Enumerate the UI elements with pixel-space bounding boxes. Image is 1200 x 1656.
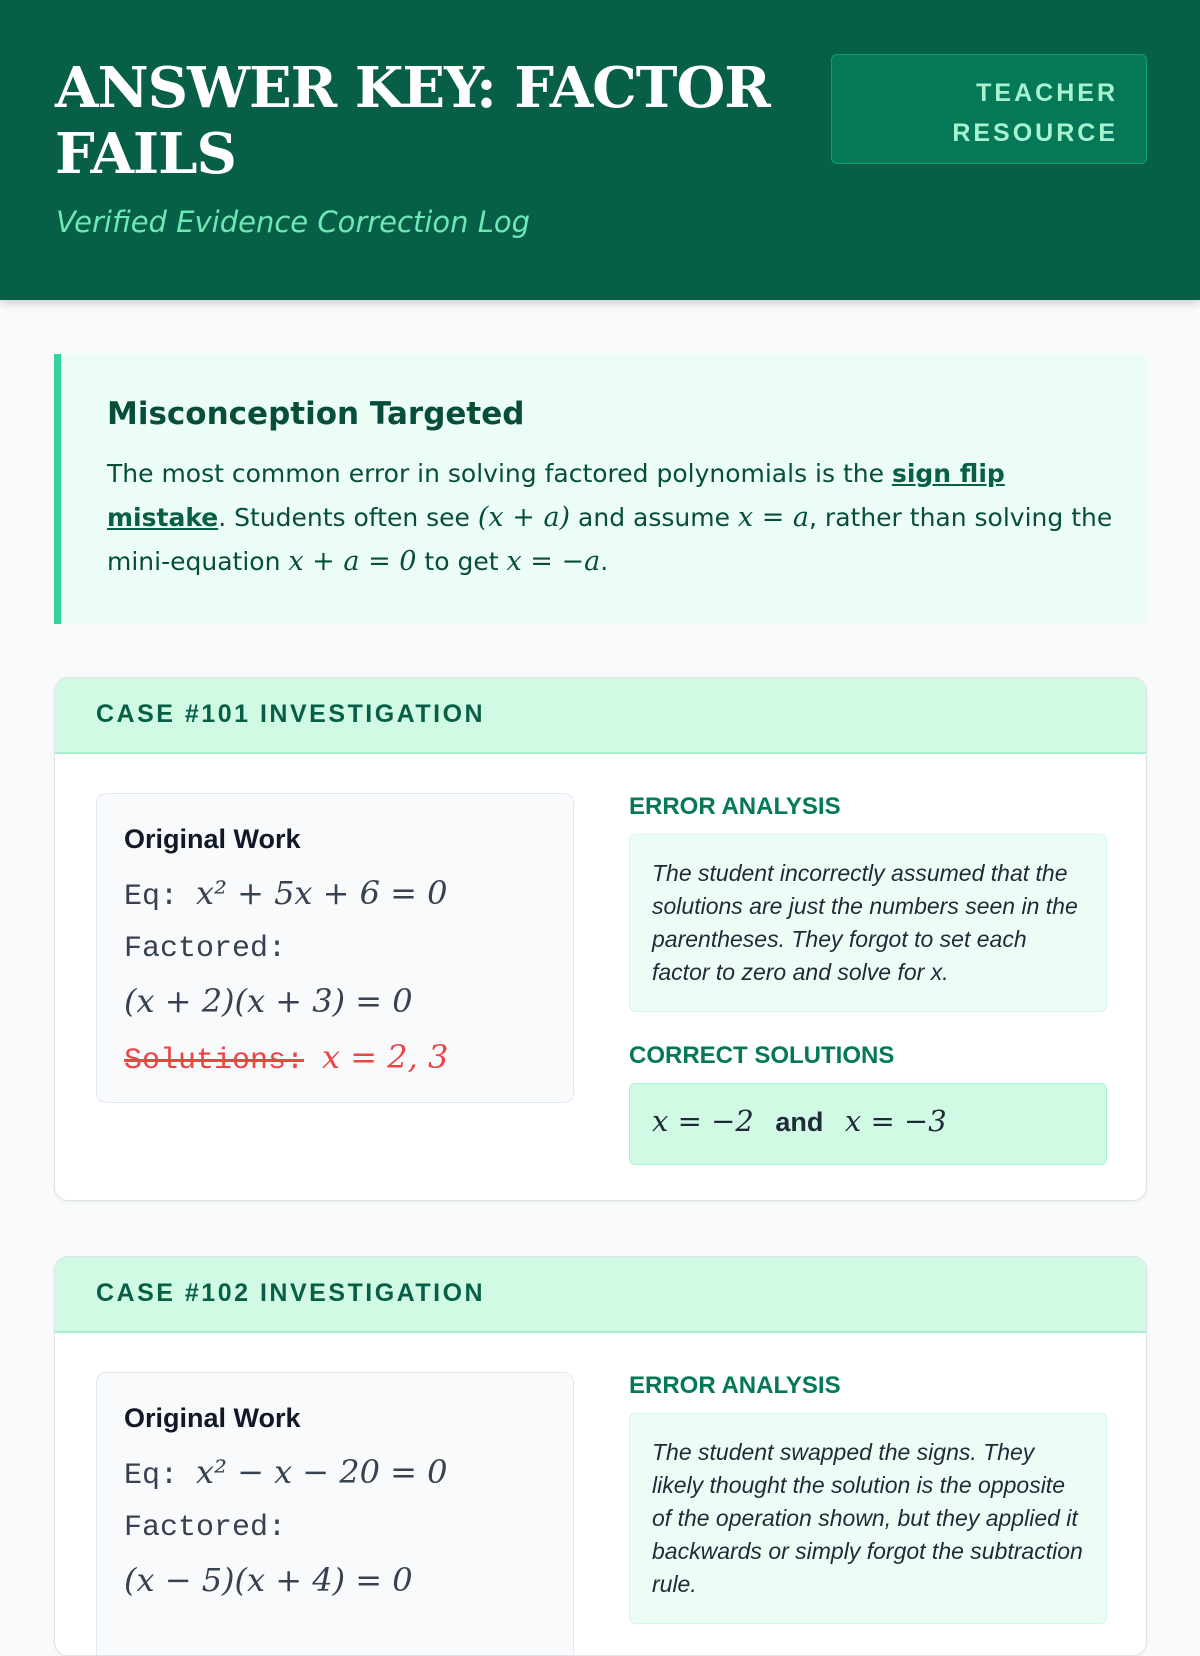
factored-label: Factored: (124, 1511, 287, 1545)
equation-line (124, 867, 546, 923)
equation-label: Eq: (124, 1459, 179, 1493)
page-title: ANSWER KEY: FACTOR FAILS (55, 55, 770, 187)
page-header (0, 0, 1200, 300)
misconception-emphasis: sign flip mistake (107, 459, 1005, 532)
original-work-box (96, 793, 574, 1103)
misconception-text-5: to get (416, 547, 507, 576)
misconception-text-2: . Students often see (218, 503, 478, 532)
misconception-text-1: The most common error in solving factored polynomials is the (107, 459, 892, 488)
misconception-expr-1: (x + a) (477, 502, 571, 533)
factored-line (124, 975, 546, 1031)
case-title: CASE #101 INVESTIGATION (55, 678, 1146, 754)
wrong-solutions-label: Solutions: (124, 1044, 305, 1078)
misconception-text (107, 452, 1117, 584)
analysis-column (629, 1372, 1107, 1654)
factored-label: Factored: (124, 932, 287, 966)
correct-solutions-box (629, 1083, 1107, 1165)
case-title: CASE #102 INVESTIGATION (55, 1257, 1146, 1333)
error-analysis-label: ERROR ANALYSIS (629, 1372, 841, 1399)
equation-value: x² + 5x + 6 = 0 (196, 874, 448, 912)
factored-value: (x + 2)(x + 3) = 0 (124, 982, 413, 1020)
correct-solutions-label: CORRECT SOLUTIONS (629, 1042, 895, 1069)
misconception-expr-2: x = a (737, 502, 810, 533)
misconception-text-3: and assume (570, 503, 738, 532)
correct-solution-1: x = −2 (652, 1104, 754, 1138)
error-analysis-text: The student incorrectly assumed that the solutions are just the numbers seen in the parentheses. They forgot to set each factor to zero and solve for x. (629, 834, 1107, 1012)
equation-line (124, 1446, 546, 1502)
equation-label: Eq: (124, 880, 179, 914)
original-work-title: Original Work (124, 1403, 301, 1433)
equation-value: x² − x − 20 = 0 (196, 1453, 448, 1491)
teacher-resource-badge: TEACHER RESOURCE (831, 54, 1147, 164)
case-card (54, 1256, 1147, 1656)
misconception-callout (54, 354, 1147, 624)
misconception-expr-3: x + a = 0 (288, 546, 417, 577)
case-card (54, 677, 1147, 1201)
solutions-and: and (775, 1107, 824, 1137)
misconception-text-4: , rather than solving the mini-equation (107, 503, 1113, 576)
factored-line (124, 1554, 546, 1610)
wrong-solutions-value: x = 2, 3 (322, 1038, 449, 1076)
factored-value: (x − 5)(x + 4) = 0 (124, 1561, 413, 1599)
error-analysis-label: ERROR ANALYSIS (629, 793, 841, 820)
misconception-title: Misconception Targeted (107, 396, 525, 432)
original-work-title: Original Work (124, 824, 301, 854)
error-analysis-text: The student swapped the signs. They likely thought the solution is the opposite of the operation shown, but they applied it backwards or simply forgot the subtraction rule. (629, 1413, 1107, 1624)
analysis-column (629, 793, 1107, 1165)
correct-solution-2: x = −3 (844, 1104, 947, 1138)
wrong-solutions-line (124, 1031, 546, 1087)
original-work-box (96, 1372, 574, 1656)
misconception-text-6: . (600, 547, 609, 576)
misconception-expr-4: x = −a (506, 546, 601, 577)
page-subtitle: Verified Evidence Correction Log (56, 205, 531, 239)
